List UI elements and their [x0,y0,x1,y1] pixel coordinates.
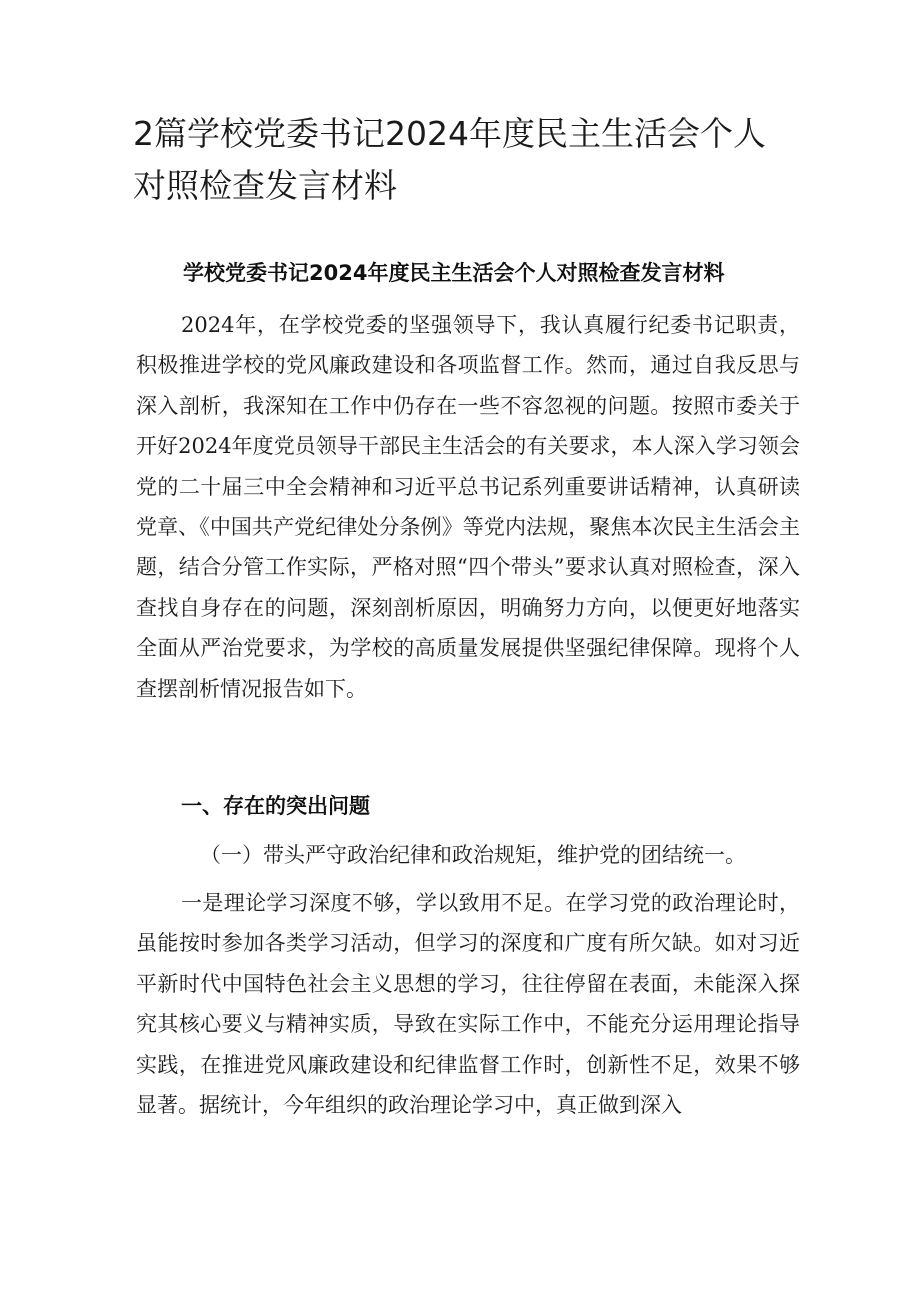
section-heading: 一、存在的突出问题 [181,794,370,818]
document-title: 2篇学校党委书记2024年度民主生活会个人对照检查发言材料 [133,114,766,205]
document-subtitle: 学校党委书记2024年度民主生活会个人对照检查发言材料 [183,261,725,285]
intro-paragraph: 2024年，在学校党委的坚强领导下，我认真履行纪委书记职责，积极推进学校的党风廉政建设和各项监督工作。然而，通过自我反思与深入剖析，我深知在工作中仍存在一些不容忽视的问题。按照市委关于开好2024年度党员领导干部民主生活会的有关要求，本人深入学习领会党的二十届三中全会精神和习近平总书记系列重要讲话精神，认真研读党章、《中国共产党纪律处分条例》等党内法规，聚焦本次民主生活会主题，结合分管工作实际，严格对照“四个带头”要求认真对照检查，深入查找自身存在的问题，深刻剖析原因，明确努力方向，以便更好地落实全面从严治党要求，为学校的高质量发展提供坚强纪律保障。现将个人查摆剖析情况报告如下。 [136,313,800,701]
sub-heading: （一）带头严守政治纪律和政治规矩，维护党的团结统一。 [200,843,746,867]
body-paragraph: 一是理论学习深度不够，学以致用不足。在学习党的政治理论时，虽能按时参加各类学习活动，但学习的深度和广度有所欠缺。如对习近平新时代中国特色社会主义思想的学习，往往停留在表面，未能深入探究其核心要义与精神实质，导致在实际工作中，不能充分运用理论指导实践，在推进党风廉政建设和纪律监督工作时，创新性不足，效果不够显著。据统计，今年组织的政治理论学习中，真正做到深入 [136,891,800,1118]
